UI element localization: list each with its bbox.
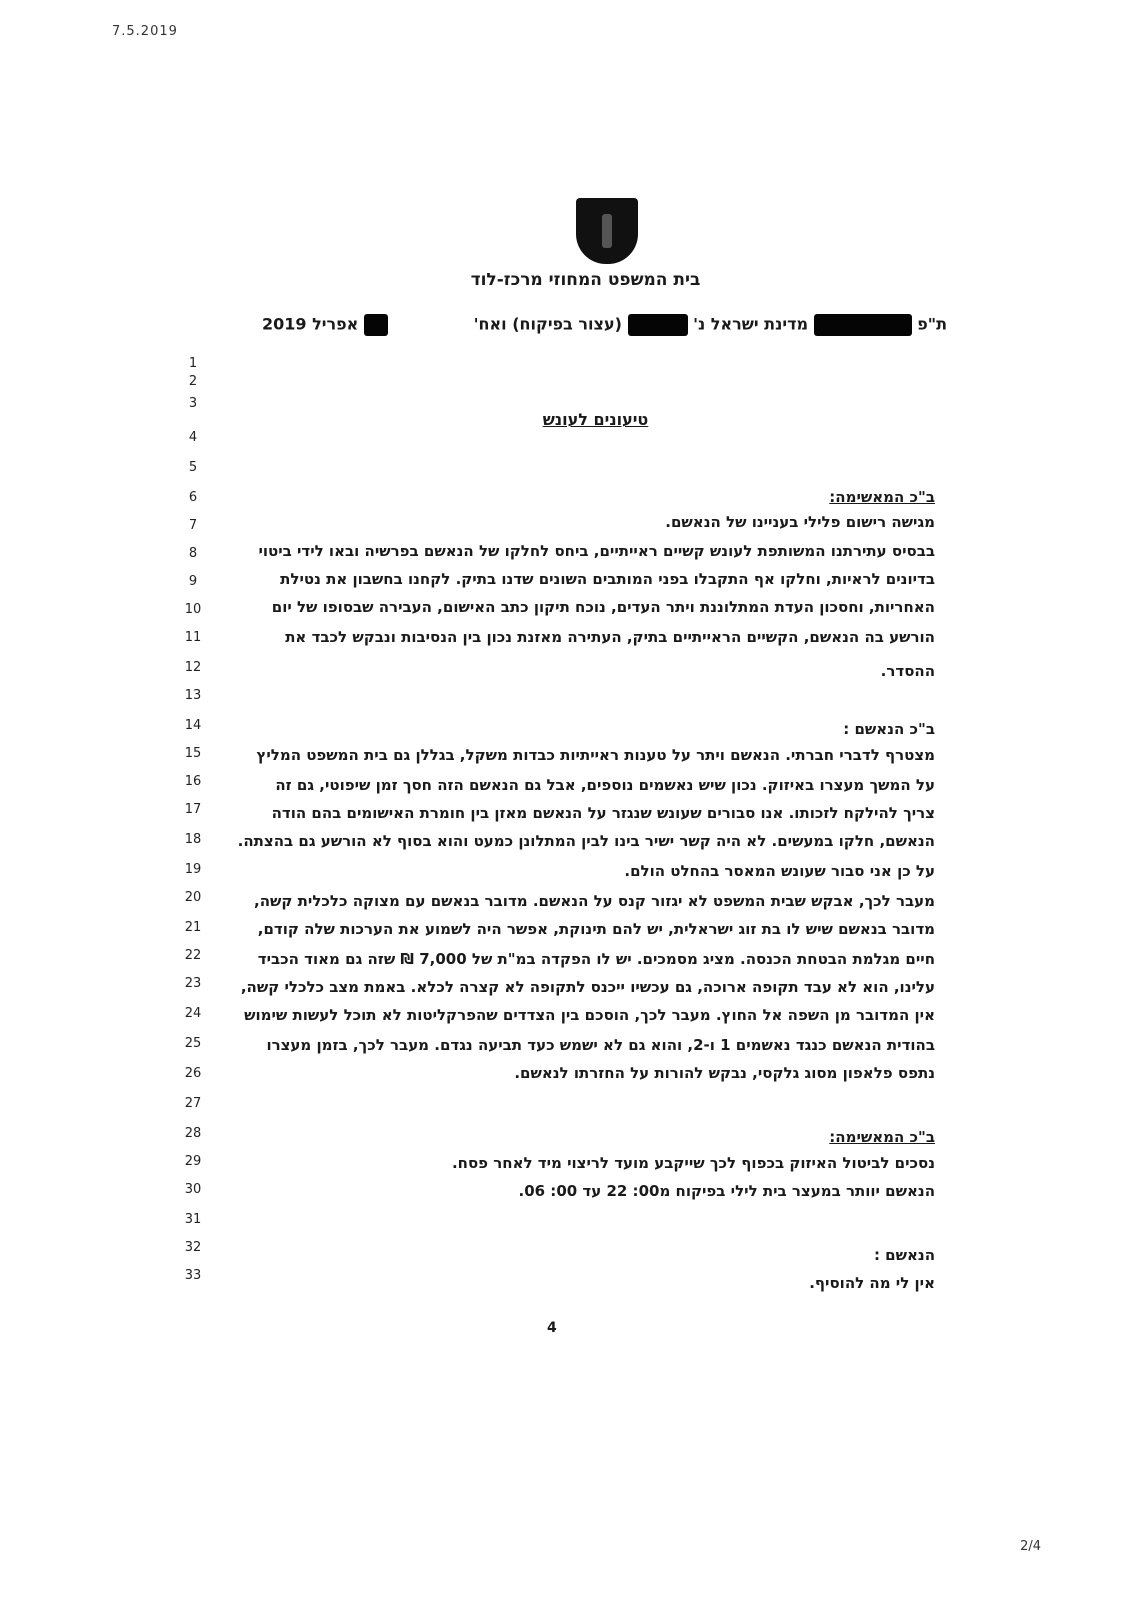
line-number: 15	[184, 746, 202, 761]
line-number: 12	[184, 660, 202, 675]
line-number: 13	[184, 688, 202, 703]
text-line: מגישה רישום פלילי בעניינו של הנאשם.	[665, 513, 935, 531]
line-number: 16	[184, 774, 202, 789]
line-number: 22	[184, 948, 202, 963]
page-number: 4	[547, 1320, 557, 1336]
line-number: 11	[184, 630, 202, 645]
text-line: האחריות, וחסכון העדת המתלוננת ויתר העדים, נוכח תיקון כתב האישום, העבירה שבסופו של יום	[271, 598, 935, 616]
redaction-block	[814, 314, 912, 336]
text-line: על כן אני סבור שעונש המאסר בהחלט הולם.	[624, 862, 935, 880]
line-number: 33	[184, 1268, 202, 1283]
fax-page-count: 2/4	[1020, 1539, 1041, 1554]
line-number: 32	[184, 1240, 202, 1255]
line-number: 29	[184, 1154, 202, 1169]
text-line: מדובר בנאשם שיש לו בת זוג ישראלית, יש להם תינוקת, אפשר היה לשמוע את הערכות שלה קודם,	[257, 920, 935, 938]
line-number: 26	[184, 1066, 202, 1081]
text-line: עלינו, הוא לא עבד תקופה ארוכה, גם עכשיו ייכנס לתקופה לא קצרה לכלא. באמת מצב כלכלי קשה,	[240, 978, 935, 996]
line-number: 7	[188, 518, 198, 533]
case-date-group	[262, 314, 388, 336]
case-header	[250, 314, 947, 340]
text-line: ההסדר.	[880, 662, 935, 680]
text-line: הנאשם, חלקו במעשים. לא היה קשר ישיר בינו לבין המתלונן כמעט והוא בסוף לא הורשע גם בהצתה.	[237, 832, 935, 850]
line-number: 1	[188, 356, 198, 371]
court-name: בית המשפט המחוזי מרכז-לוד	[470, 270, 701, 290]
line-number: 21	[184, 920, 202, 935]
line-number: 30	[184, 1182, 202, 1197]
text-line: בדיונים לראיות, וחלקו אף התקבלו בפני המותבים השונים שדנו בתיק. לקחנו בחשבון את נטילת	[280, 570, 935, 588]
line-number: 23	[184, 976, 202, 991]
case-prefix: ת"פ	[917, 314, 947, 334]
text-line: חיים מגלמת הבטחת הכנסה. מציג מסמכים. יש לו הפקדה במ"ת של 7,000 ₪ שזה גם מאוד הכביד	[257, 950, 935, 968]
text-line: צריך להילקח לזכותו. אנו סבורים שעונש שנגזר על הנאשם מאזן בין חומרת האישומים בהם הודה	[271, 804, 935, 822]
redaction-block	[364, 314, 388, 336]
line-number: 17	[184, 802, 202, 817]
line-number: 19	[184, 862, 202, 877]
text-line: בהודית הנאשם כנגד נאשמים 1 ו-2, והוא גם לא ישמש כעד תביעה נגדם. מעבר לכך, בזמן מעצרו	[266, 1036, 935, 1054]
text-line: מעבר לכך, אבקש שבית המשפט לא יגזור קנס על הנאשם. מדובר בנאשם עם מצוקה כלכלית קשה,	[254, 892, 935, 910]
section-heading-defendant: הנאשם :	[873, 1246, 935, 1264]
document-title: טיעונים לעונש	[542, 410, 649, 429]
state-emblem-icon	[576, 198, 638, 264]
line-number: 4	[188, 430, 198, 445]
text-line: מצטרף לדברי חברתי. הנאשם ויתר על טענות ראייתיות כבדות משקל, בגללן גם בית המשפט המליץ	[256, 746, 935, 764]
line-number: 28	[184, 1126, 202, 1141]
case-parties-b: (עצור בפיקוח) ואח'	[473, 314, 622, 334]
text-line: הנאשם יוותר במעצר בית לילי בפיקוח מ00: 22 עד 00: 06.	[518, 1182, 935, 1200]
line-number: 6	[188, 490, 198, 505]
section-heading-defense: ב"כ הנאשם :	[843, 720, 935, 738]
text-line: נסכים לביטול האיזוק בכפוף לכך שייקבע מועד לריצוי מיד לאחר פסח.	[451, 1154, 935, 1172]
section-heading-prosecution: ב"כ המאשימה:	[829, 1128, 935, 1146]
case-parties	[474, 314, 947, 336]
line-number: 9	[188, 574, 198, 589]
case-parties-a: מדינת ישראל נ'	[693, 314, 809, 334]
line-number: 24	[184, 1006, 202, 1021]
line-number: 2	[188, 374, 198, 389]
text-line: נתפס פלאפון מסוג גלקסי, נבקש להורות על החזרתו לנאשם.	[514, 1064, 935, 1082]
line-number: 10	[184, 602, 202, 617]
line-number: 8	[188, 546, 198, 561]
text-line: בבסיס עתירתנו המשותפת לעונש קשיים ראייתיים, ביחס לחלקו של הנאשם בפרשיה ובאו לידי ביטוי	[258, 542, 935, 560]
text-line: אין לי מה להוסיף.	[809, 1274, 935, 1292]
line-number: 5	[188, 460, 198, 475]
line-number: 3	[188, 396, 198, 411]
section-heading-prosecution: ב"כ המאשימה:	[829, 488, 935, 506]
line-number: 25	[184, 1036, 202, 1051]
line-number: 18	[184, 832, 202, 847]
text-line: הורשע בה הנאשם, הקשיים הראייתיים בתיק, העתירה מאזנת נכון בין הנסיבות ונבקש לכבד את	[285, 628, 935, 646]
line-number: 31	[184, 1212, 202, 1227]
case-date: אפריל 2019	[262, 314, 359, 334]
line-number: 20	[184, 890, 202, 905]
text-line: על המשך מעצרו באיזוק. נכון שיש נאשמים נוספים, אבל גם הנאשם הזה חסך זמן שיפוטי, גם זה	[275, 776, 935, 794]
line-number: 14	[184, 718, 202, 733]
fax-stamp-date: 7.5.2019	[112, 24, 178, 39]
text-line: אין המדובר מן השפה אל החוץ. מעבר לכך, הוסכם בין הצדדים שהפרקליטות לא תוכל לעשות שימוש	[244, 1006, 935, 1024]
redaction-block	[628, 314, 688, 336]
line-number: 27	[184, 1096, 202, 1111]
